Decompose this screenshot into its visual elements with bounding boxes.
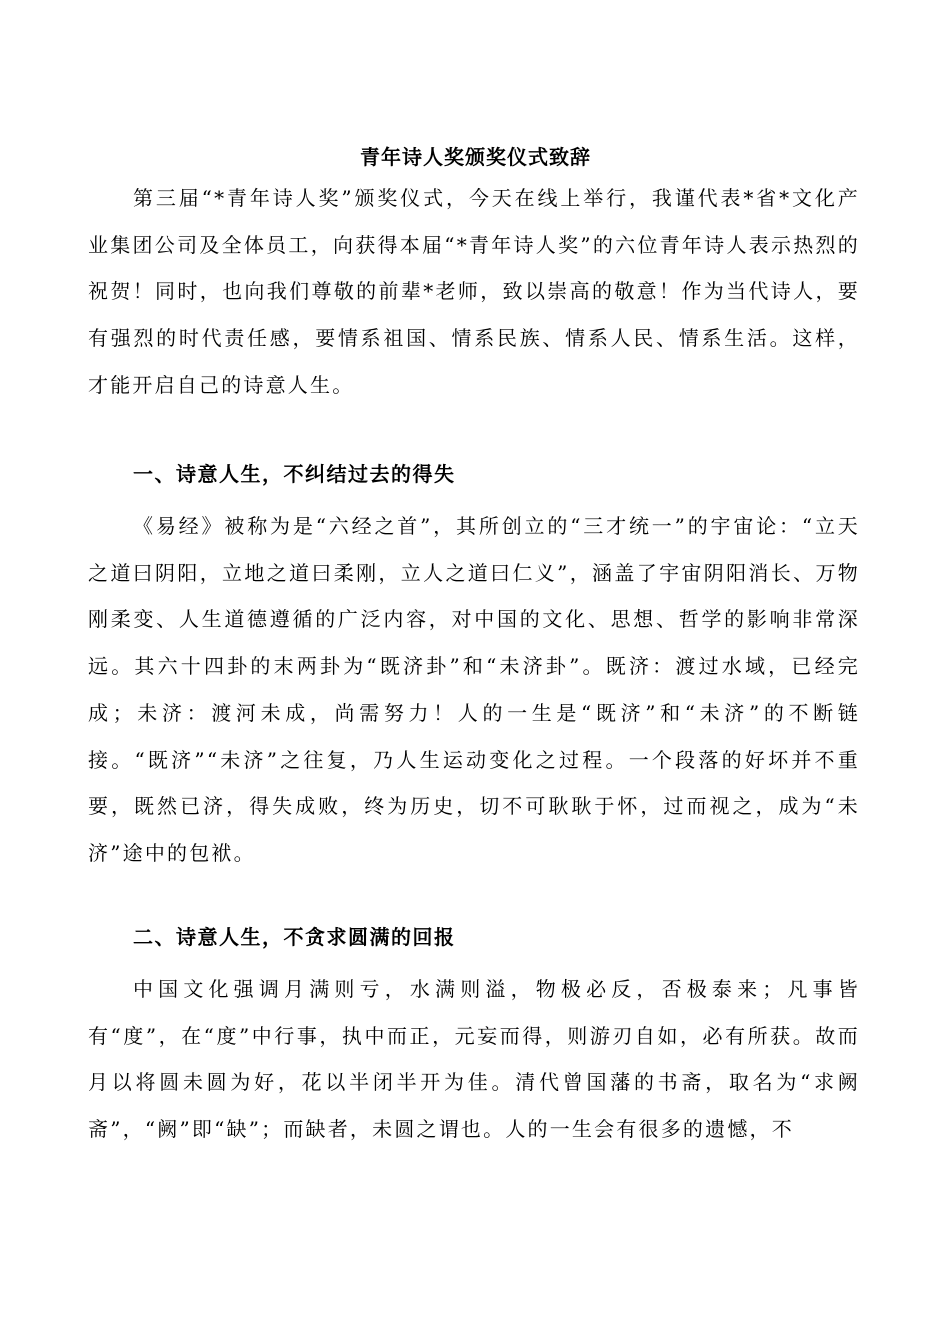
paragraph-intro: 第三届“*青年诗人奖”颁奖仪式，今天在线上举行，我谨代表*省*文化产业集团公司及全体员工，向获得本届“*青年诗人奖”的六位青年诗人表示热烈的祝贺！同时，也向我们尊敬的前辈*老师，致以崇高的敬意！作为当代诗人，要有强烈的时代责任感，要情系祖国、情系民族、情系人民、情系生活。这样，才能开启自己的诗意人生。	[88, 186, 860, 397]
document-title: 青年诗人奖颁奖仪式致辞	[360, 145, 591, 169]
section-heading-1: 一、诗意人生，不纠结过去的得失	[133, 462, 456, 486]
paragraph-section-2: 中国文化强调月满则亏，水满则溢，物极必反，否极泰来；凡事皆有“度”，在“度”中行事，执中而正，元妄而得，则游刃自如，必有所获。故而月以将圆未圆为好，花以半闭半开为佳。清代曾国藩的书斋，取名为“求阙斋”，“阙”即“缺”；而缺者，未圆之谓也。人的一生会有很多的遗憾，不	[88, 977, 860, 1142]
section-heading-2: 二、诗意人生，不贪求圆满的回报	[133, 925, 456, 949]
paragraph-section-1: 《易经》被称为是“六经之首”，其所创立的“三才统一”的宇宙论：“立天之道曰阴阳，立地之道曰柔刚，立人之道曰仁义”，涵盖了宇宙阴阳消长、万物刚柔变、人生道德遵循的广泛内容，对中国的文化、思想、哲学的影响非常深远。其六十四卦的末两卦为“既济卦”和“未济卦”。既济：渡过水域，已经完成；未济：渡河未成，尚需努力！人的一生是“既济”和“未济”的不断链接。“既济”“未济”之往复，乃人生运动变化之过程。一个段落的好坏并不重要，既然已济，得失成败，终为历史，切不可耿耿于怀，过而视之，成为“未济”途中的包袱。	[88, 514, 860, 865]
